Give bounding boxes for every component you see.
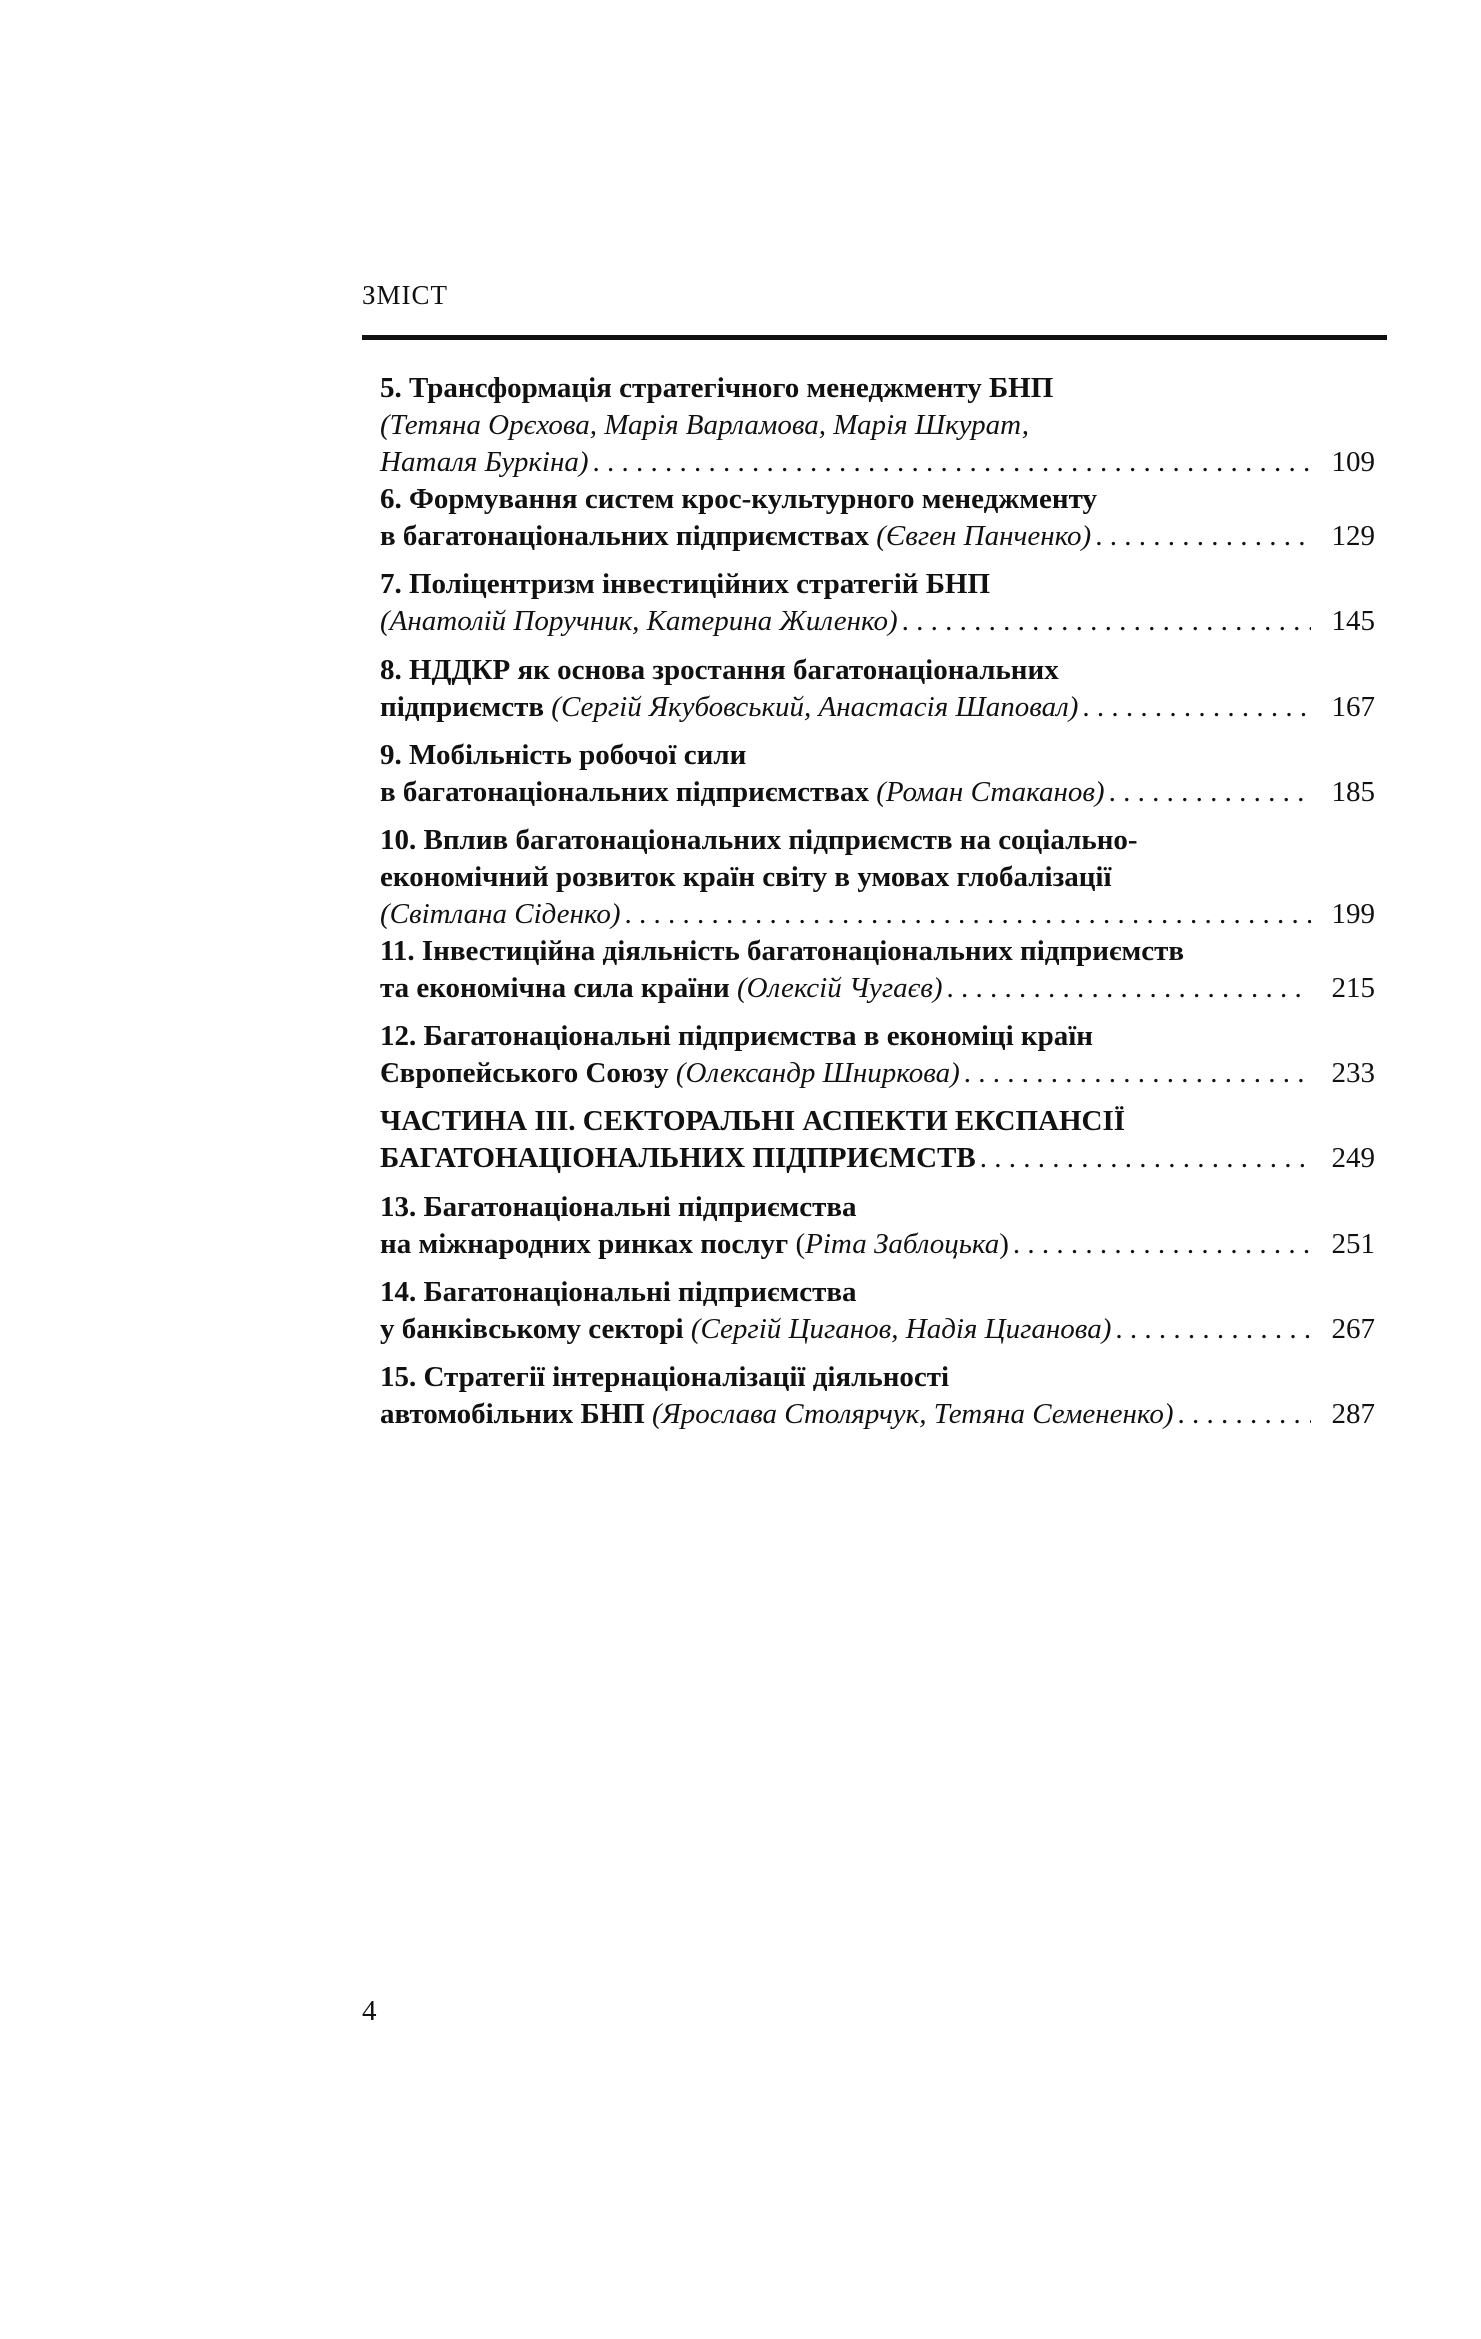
dot-leader [1082,689,1311,726]
toc-entry-last-line [380,1311,1375,1348]
toc-entry-title: 13. Багатонаціональні підприємства [380,1191,857,1223]
toc-entry-title: в багатонаціональних підприємствах [380,520,869,552]
toc-entry-title: 14. Багатонаціональні підприємства [380,1276,857,1308]
dot-leader [625,896,1311,933]
toc-entry-last-line [380,1396,1375,1433]
toc-entry-line [380,1359,1375,1396]
toc-entry-line [380,737,1375,774]
toc-entry-line [380,933,1375,970]
toc-entry-last-line [380,896,1375,933]
toc-entry[interactable] [380,737,1375,811]
toc-entry-line [380,1274,1375,1311]
toc-entry-text [380,1191,857,1223]
toc-entry-title: ) [999,1228,1009,1260]
toc-entry-title: та економічна сила країни [380,972,730,1004]
header-rule [362,335,1387,340]
toc-entry-text [380,1276,857,1308]
toc-entry[interactable] [380,1359,1375,1433]
toc-entry-line [380,407,1375,444]
toc-entry-authors: (Анатолій Поручник, Катерина Жиленко) [380,605,898,637]
toc-entry-line [380,822,1375,859]
toc-entry-title: 10. Вплив багатонаціональних підприємств на соціально- [380,824,1138,856]
toc-entry-last-line [380,444,1375,481]
toc-entry[interactable] [380,1274,1375,1348]
toc-entry[interactable] [380,652,1375,726]
toc-entry-text [380,935,1184,967]
toc-entry-authors: (Світлана Сіденко) [380,898,621,930]
toc-entry-title: 12. Багатонаціональні підприємства в економіці країн [380,1020,1094,1052]
dot-leader [1013,1226,1311,1263]
toc-entry-text [380,739,746,771]
toc-entry[interactable] [380,370,1375,481]
toc-entry-text [380,896,621,933]
toc-entry-page-number: 251 [1331,1228,1375,1260]
toc-entry-text [380,1311,1111,1348]
toc-entry-last-line [380,1226,1375,1263]
toc-entry-authors: Ріта Заблоцька [805,1228,1000,1260]
toc-entry-text [380,483,1097,515]
toc-entry-last-line [380,1055,1375,1092]
toc-entry-authors: (Євген Панченко) [868,520,1092,552]
toc-entry-title: 9. Мобільність робочої сили [380,739,747,771]
toc-entry-text [380,568,990,600]
toc-entry-authors: (Олексій Чугаєв) [729,972,943,1004]
toc-entry-last-line [380,518,1375,555]
toc-entry-title: економічний розвиток країн світу в умовах глобалізації [380,861,1112,893]
toc-entry-title: 6. Формування систем крос-культурного менеджменту [380,483,1097,515]
toc-entry-page-number: 129 [1331,520,1375,552]
toc-entry-title: ( [788,1228,806,1260]
toc-entry-line [380,481,1375,518]
toc-entry-authors: Наталя Буркіна) [380,446,589,478]
toc-entry-page-number: 233 [1331,1057,1375,1089]
dot-leader [1115,1311,1311,1348]
page-header-title: ЗМІСТ [362,280,449,310]
toc-entry-text [380,1226,1009,1263]
toc-entry-title: у банківському секторі [380,1313,684,1345]
dot-leader [1109,774,1311,811]
toc-entry[interactable] [380,1018,1375,1092]
toc-entry-text [380,970,943,1007]
toc-entry-authors: (Роман Стаканов) [868,776,1105,808]
toc-entry-title: на міжнародних ринках послуг [380,1228,789,1260]
toc-entry-last-line [380,970,1375,1007]
toc-entry-authors: (Сергій Якубовський, Анастасія Шаповал) [544,691,1079,723]
toc-entry-text [380,1055,960,1092]
toc-entry-last-line [380,689,1375,726]
toc-entry-text [380,1020,1093,1052]
toc-entry[interactable] [380,1189,1375,1263]
toc-entry-line [380,370,1375,407]
toc-entry-title: в багатонаціональних підприємствах [380,776,869,808]
toc-entry-title: Європейського Союзу [380,1057,669,1089]
toc-entry-title: 8. НДДКР як основа зростання багатонаціональних [380,654,1059,686]
toc-entry-text [380,1396,1174,1433]
toc-entry-text [380,1105,1125,1137]
toc-entry[interactable] [380,481,1375,555]
toc-entry-title: підприємств [380,691,545,723]
toc-entry-text [380,824,1138,856]
dot-leader [1178,1396,1311,1433]
toc-entry-title: автомобільних БНП [380,1398,645,1430]
dot-leader [1095,518,1311,555]
toc-entry-page-number: 199 [1331,898,1375,930]
toc-entry-title: ЧАСТИНА ІІІ. СЕКТОРАЛЬНІ АСПЕКТИ ЕКСПАНСІЇ [380,1105,1126,1137]
toc-entry-line [380,1103,1375,1140]
toc-entry-text [380,861,1112,893]
toc-entry-line [380,652,1375,689]
toc-entry-text [380,689,1078,726]
toc-entry-text [380,1140,976,1177]
toc-entry-text [380,774,1105,811]
toc-entry-title: 5. Трансформація стратегічного менеджменту БНП [380,372,1054,404]
toc-entry-line [380,566,1375,603]
toc-entry-title: 7. Поліцентризм інвестиційних стратегій БНП [380,568,991,600]
toc-entry-last-line [380,603,1375,640]
dot-leader [947,970,1311,1007]
toc-entry-page-number: 267 [1331,1313,1375,1345]
dot-leader [980,1140,1311,1177]
toc-entry-line [380,1018,1375,1055]
toc-entry-last-line [380,774,1375,811]
toc-entry-authors: (Тетяна Орєхова, Марія Варламова, Марія Шкурат, [380,409,1030,441]
page-number: 4 [362,1995,377,2027]
toc-entry-page-number: 185 [1331,776,1375,808]
toc-entry-page-number: 167 [1331,691,1375,723]
toc-entry-page-number: 215 [1331,972,1375,1004]
dot-leader [593,444,1311,481]
toc-entry-page-number: 145 [1331,605,1375,637]
toc-entry-text [380,603,898,640]
toc-entry[interactable] [380,1103,1375,1177]
toc-entry-page-number: 287 [1331,1398,1375,1430]
toc-entry[interactable] [380,566,1375,640]
toc-entry-line [380,859,1375,896]
toc-entry-text [380,372,1053,404]
toc-entry[interactable] [380,933,1375,1007]
toc-entry[interactable] [380,822,1375,933]
dot-leader [902,603,1311,640]
toc-entry-authors: (Сергій Циганов, Надія Циганова) [683,1313,1112,1345]
toc-entry-title: 11. Інвестиційна діяльність багатонаціональних підприємств [380,935,1185,967]
toc-entry-text [380,444,589,481]
toc-entry-line [380,1189,1375,1226]
toc-entry-title: 15. Стратегії інтернаціоналізації діяльності [380,1361,950,1393]
toc-entry-authors: (Олександр Шниркова) [668,1057,960,1089]
toc-entry-text [380,654,1059,686]
dot-leader [964,1055,1311,1092]
toc-entry-authors: (Ярослава Столярчук, Тетяна Семененко) [644,1398,1174,1430]
toc-entry-title: БАГАТОНАЦІОНАЛЬНИХ ПІДПРИЄМСТВ [380,1142,976,1174]
toc-entry-page-number: 249 [1331,1142,1375,1174]
toc-entry-last-line [380,1140,1375,1177]
toc-entry-text [380,518,1091,555]
toc-entry-text [380,409,1029,441]
toc-entry-text [380,1361,949,1393]
toc-entry-page-number: 109 [1331,446,1375,478]
